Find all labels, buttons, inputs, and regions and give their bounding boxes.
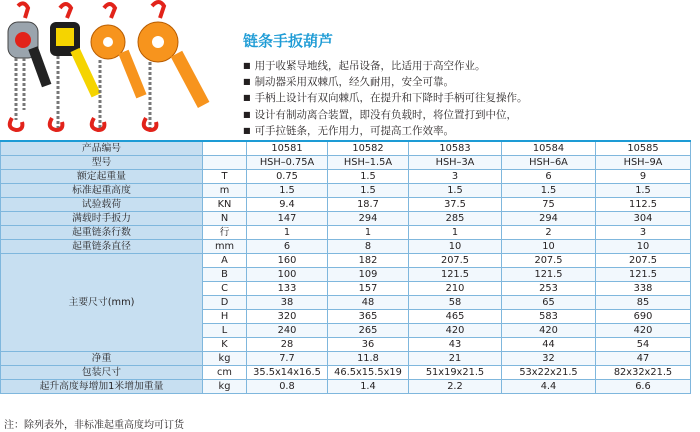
unit-cell: D (203, 296, 247, 310)
value-cell: 121.5 (502, 268, 596, 282)
row-label: 净重 (1, 352, 203, 366)
value-cell: 1.5 (409, 184, 502, 198)
value-cell: 58 (409, 296, 502, 310)
page-title: 链条手扳葫芦 (243, 32, 334, 50)
value-cell: 65 (502, 296, 596, 310)
row-label: 起重链条行数 (1, 226, 203, 240)
unit-cell: K (203, 338, 247, 352)
unit-cell: mm (203, 240, 247, 254)
value-cell: 2 (502, 226, 596, 240)
value-cell: 6.6 (596, 380, 691, 394)
value-cell: 157 (328, 282, 409, 296)
value-cell: 54 (596, 338, 691, 352)
value-cell: 10582 (328, 141, 409, 156)
value-cell: 10581 (247, 141, 328, 156)
unit-cell: kg (203, 352, 247, 366)
unit-cell: A (203, 254, 247, 268)
value-cell: 121.5 (409, 268, 502, 282)
value-cell: 338 (596, 282, 691, 296)
value-cell: 10585 (596, 141, 691, 156)
unit-cell: cm (203, 366, 247, 380)
value-cell: 182 (328, 254, 409, 268)
value-cell: 10 (409, 240, 502, 254)
value-cell: 690 (596, 310, 691, 324)
value-cell: 36 (328, 338, 409, 352)
value-cell: 48 (328, 296, 409, 310)
value-cell: 420 (409, 324, 502, 338)
row-label: 满载时手扳力 (1, 212, 203, 226)
value-cell: 10 (502, 240, 596, 254)
value-cell: 8 (328, 240, 409, 254)
value-cell: HSH–1.5A (328, 156, 409, 170)
value-cell: HSH–9A (596, 156, 691, 170)
value-cell: 207.5 (596, 254, 691, 268)
value-cell: 11.8 (328, 352, 409, 366)
value-cell: 1.5 (247, 184, 328, 198)
value-cell: 294 (328, 212, 409, 226)
value-cell: HSH–0.75A (247, 156, 328, 170)
table-row (1, 141, 691, 156)
unit-cell: B (203, 268, 247, 282)
value-cell: 47 (596, 352, 691, 366)
value-cell: 465 (409, 310, 502, 324)
value-cell: 44 (502, 338, 596, 352)
value-cell: 112.5 (596, 198, 691, 212)
value-cell: 1.5 (502, 184, 596, 198)
row-label: 主要尺寸(mm) (1, 254, 203, 352)
value-cell: 320 (247, 310, 328, 324)
value-cell: 420 (596, 324, 691, 338)
feature-item: ■ 用于收紧导地线，起吊设备，比适用于高空作业。 (243, 58, 528, 74)
table-row (1, 380, 691, 394)
value-cell: 253 (502, 282, 596, 296)
feature-list (243, 58, 528, 139)
value-cell: 121.5 (596, 268, 691, 282)
unit-cell: L (203, 324, 247, 338)
value-cell: HSH–6A (502, 156, 596, 170)
table-row (1, 254, 691, 268)
value-cell: 43 (409, 338, 502, 352)
value-cell: 85 (596, 296, 691, 310)
row-label: 标准起重高度 (1, 184, 203, 198)
value-cell: 1 (409, 226, 502, 240)
row-label: 型号 (1, 156, 203, 170)
value-cell: 109 (328, 268, 409, 282)
value-cell: 35.5x14x16.5 (247, 366, 328, 380)
value-cell: 1.4 (328, 380, 409, 394)
table-row (1, 212, 691, 226)
value-cell: 53x22x21.5 (502, 366, 596, 380)
table-row (1, 170, 691, 184)
value-cell: 133 (247, 282, 328, 296)
value-cell: 207.5 (409, 254, 502, 268)
feature-item: ■ 制动器采用双棘爪，经久耐用，安全可靠。 (243, 74, 528, 90)
value-cell: 100 (247, 268, 328, 282)
unit-cell: T (203, 170, 247, 184)
footnote: 注：除列表外，非标准起重高度均可订货 (4, 420, 184, 431)
feature-item: ■ 设计有制动离合装置，即没有负载时，将位置打到中位， (243, 107, 528, 123)
row-label: 起重链条直径 (1, 240, 203, 254)
value-cell: 32 (502, 352, 596, 366)
value-cell: 365 (328, 310, 409, 324)
value-cell: 1.5 (328, 184, 409, 198)
table-row (1, 198, 691, 212)
value-cell: 28 (247, 338, 328, 352)
unit-cell: H (203, 310, 247, 324)
value-cell: 294 (502, 212, 596, 226)
product-photo-hoists (0, 0, 222, 140)
value-cell: 1.5 (328, 170, 409, 184)
value-cell: 2.2 (409, 380, 502, 394)
unit-cell (203, 141, 247, 156)
value-cell: 10 (596, 240, 691, 254)
value-cell: 210 (409, 282, 502, 296)
value-cell: 37.5 (409, 198, 502, 212)
value-cell: 147 (247, 212, 328, 226)
feature-item: ■ 手柄上设计有双向棘爪，在提升和下降时手柄可往复操作。 (243, 90, 528, 106)
value-cell: 0.75 (247, 170, 328, 184)
table-row (1, 184, 691, 198)
table-row (1, 156, 691, 170)
value-cell: 1.5 (596, 184, 691, 198)
row-label: 额定起重量 (1, 170, 203, 184)
spec-table (0, 140, 691, 394)
value-cell: 1 (328, 226, 409, 240)
value-cell: 265 (328, 324, 409, 338)
value-cell: 21 (409, 352, 502, 366)
unit-cell: N (203, 212, 247, 226)
value-cell: 285 (409, 212, 502, 226)
unit-cell: m (203, 184, 247, 198)
row-label: 包装尺寸 (1, 366, 203, 380)
value-cell: 0.8 (247, 380, 328, 394)
value-cell: 51x19x21.5 (409, 366, 502, 380)
row-label: 起升高度每增加1米增加重量 (1, 380, 203, 394)
value-cell: 420 (502, 324, 596, 338)
value-cell: 3 (409, 170, 502, 184)
value-cell: 6 (247, 240, 328, 254)
unit-cell (203, 156, 247, 170)
value-cell: 4.4 (502, 380, 596, 394)
value-cell: 583 (502, 310, 596, 324)
value-cell: 304 (596, 212, 691, 226)
value-cell: 7.7 (247, 352, 328, 366)
value-cell: 6 (502, 170, 596, 184)
unit-cell: KN (203, 198, 247, 212)
value-cell: 240 (247, 324, 328, 338)
row-label: 产品编号 (1, 141, 203, 156)
value-cell: 46.5x15.5x19 (328, 366, 409, 380)
table-row (1, 352, 691, 366)
value-cell: 160 (247, 254, 328, 268)
table-row (1, 240, 691, 254)
table-row (1, 366, 691, 380)
feature-item: ■ 可手拉链条，无作用力，可提高工作效率。 (243, 123, 528, 139)
value-cell: HSH–3A (409, 156, 502, 170)
value-cell: 207.5 (502, 254, 596, 268)
unit-cell: C (203, 282, 247, 296)
value-cell: 1 (247, 226, 328, 240)
row-label: 试验载荷 (1, 198, 203, 212)
unit-cell: kg (203, 380, 247, 394)
value-cell: 18.7 (328, 198, 409, 212)
value-cell: 82x32x21.5 (596, 366, 691, 380)
value-cell: 9.4 (247, 198, 328, 212)
value-cell: 10584 (502, 141, 596, 156)
value-cell: 3 (596, 226, 691, 240)
value-cell: 75 (502, 198, 596, 212)
value-cell: 38 (247, 296, 328, 310)
unit-cell: 行 (203, 226, 247, 240)
table-row (1, 226, 691, 240)
value-cell: 10583 (409, 141, 502, 156)
value-cell: 9 (596, 170, 691, 184)
